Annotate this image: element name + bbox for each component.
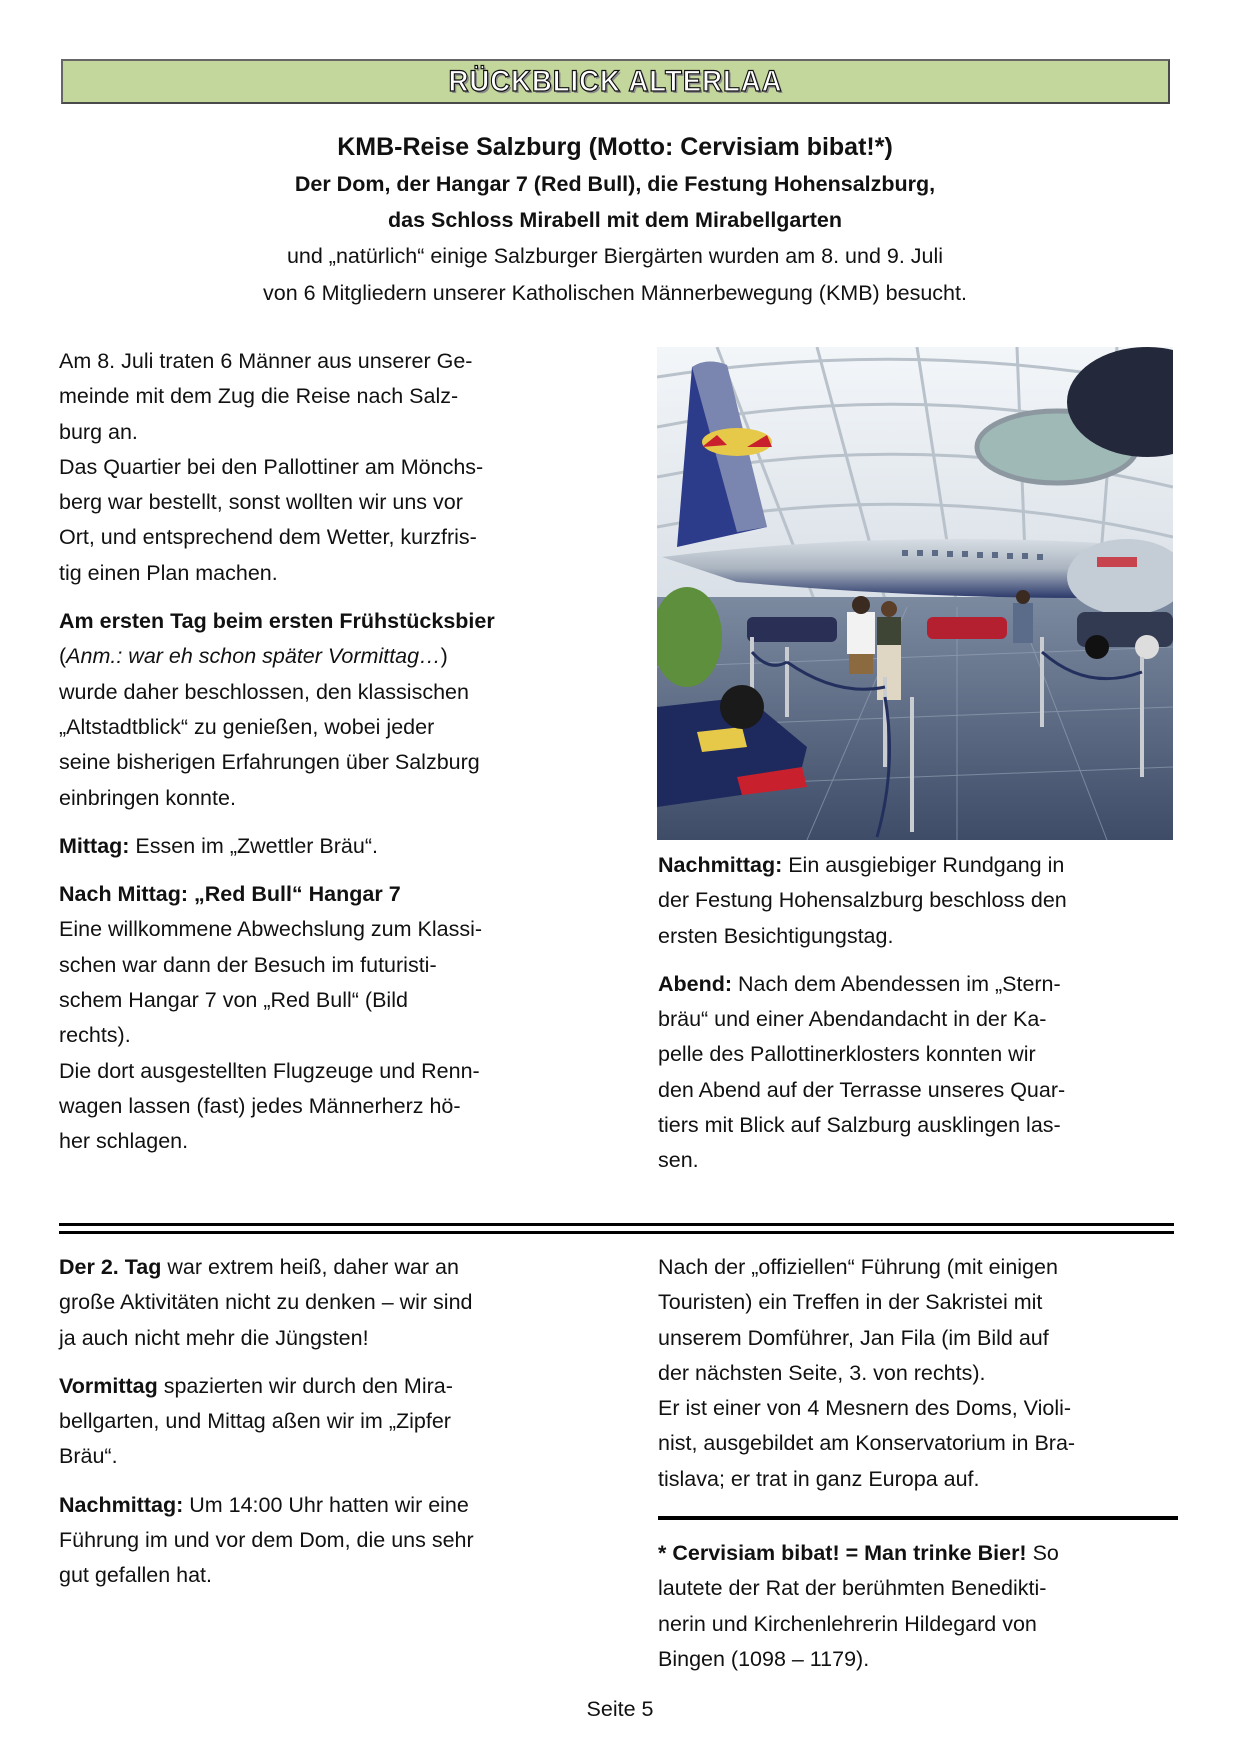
- paragraph-morning: [59, 1369, 619, 1475]
- text-line: wagen lassen (fast) jedes Männerherz hö-: [59, 1093, 461, 1118]
- page-number: Seite 5: [586, 1697, 654, 1721]
- text: Ein ausgiebiger Rundgang in: [782, 853, 1065, 877]
- divider-line-bottom: [59, 1231, 1174, 1234]
- section-banner: [61, 59, 1170, 104]
- text-line: Bräu“.: [59, 1444, 118, 1469]
- text-line: ersten Besichtigungstag.: [658, 923, 894, 948]
- paragraph-first-day: [59, 604, 619, 816]
- text-line: große Aktivitäten nicht zu denken – wir sind: [59, 1290, 473, 1315]
- text-line: tiers mit Blick auf Salzburg ausklingen las-: [658, 1113, 1061, 1138]
- paren: (: [59, 644, 67, 669]
- race-car: [927, 617, 1007, 639]
- text-line: einbringen konnte.: [59, 785, 236, 810]
- text-line: Führung im und vor dem Dom, die uns sehr: [59, 1528, 474, 1553]
- paragraph-sacristy: [658, 1250, 1178, 1497]
- label: Der 2. Tag: [59, 1255, 162, 1279]
- text: Nach dem Abendessen im „Stern-: [732, 971, 1061, 996]
- text-line: Touristen) ein Treffen in der Sakristei mit: [658, 1290, 1043, 1315]
- footnote-divider: [658, 1516, 1178, 1520]
- text-line: [59, 1369, 619, 1404]
- text-line: rechts).: [59, 1023, 131, 1048]
- text-line: seine bisherigen Erfahrungen über Salzburg: [59, 750, 480, 775]
- text-line: „Altstadtblick“ zu genießen, wobei jeder: [59, 714, 435, 739]
- text: Um 14:00 Uhr hatten wir eine: [183, 1492, 469, 1517]
- hangar7-illustration: [657, 347, 1173, 840]
- italic-note: Anm.: war eh schon später Vormittag…: [66, 644, 441, 669]
- label: Abend:: [658, 971, 733, 996]
- footnote: [658, 1536, 1178, 1690]
- text: Essen im „Zwettler Bräu“.: [129, 833, 378, 858]
- text-line: [59, 639, 619, 674]
- text-line: meinde mit dem Zug die Reise nach Salz-: [59, 384, 459, 409]
- paragraph-lunch: [59, 829, 619, 864]
- text-line: gut gefallen hat.: [59, 1563, 213, 1588]
- text-line: wurde daher beschlossen, den klassischen: [59, 679, 469, 704]
- text-line: tislava; er trat in ganz Europa auf.: [658, 1466, 980, 1491]
- text-line: den Abend auf der Terrasse unseres Quar-: [658, 1077, 1066, 1102]
- banner-title: RÜCKBLICK ALTERLAA: [448, 64, 783, 98]
- text-line: der Festung Hohensalzburg beschloss den: [658, 888, 1067, 913]
- text-line: burg an.: [59, 419, 138, 444]
- text-line: nist, ausgebildet am Konservatorium in Bra-: [658, 1431, 1076, 1456]
- paragraph-second-day: [59, 1250, 619, 1356]
- label: Nachmittag:: [658, 853, 783, 877]
- text-line: [658, 967, 1178, 1002]
- paragraph-heading: Nach Mittag: „Red Bull“ Hangar 7: [59, 882, 401, 907]
- text-line: berg war bestellt, sonst wollten wir uns vor: [59, 490, 463, 515]
- right-column-bottom: [658, 1250, 1178, 1510]
- paragraph-evening: [658, 967, 1178, 1179]
- text-line: [658, 848, 1178, 883]
- text-line: [658, 1536, 1178, 1571]
- hangar7-photo: [657, 347, 1173, 840]
- text-line: bellgarten, und Mittag aßen wir im „Zipfer: [59, 1409, 451, 1434]
- paragraph-heading: Am ersten Tag beim ersten Frühstücksbier: [59, 609, 495, 634]
- label: Nachmittag:: [59, 1492, 184, 1517]
- paragraph-arrival: [59, 344, 619, 591]
- label: Mittag:: [59, 833, 130, 858]
- text-line: Am 8. Juli traten 6 Männer aus unserer Ge-: [59, 349, 473, 373]
- article-subtitle-line-2: das Schloss Mirabell mit dem Mirabellgarten: [387, 208, 843, 232]
- text-line: pelle des Pallottinerklosters konnten wir: [658, 1042, 1036, 1067]
- text-line: Das Quartier bei den Pallottiner am Mönchs-: [59, 454, 484, 479]
- article-subtitle-line-1: Der Dom, der Hangar 7 (Red Bull), die Festung Hohensalzburg,: [294, 172, 936, 196]
- divider-line-top: [59, 1223, 1174, 1226]
- text-line: Nach der „offiziellen“ Führung (mit einigen: [658, 1255, 1058, 1279]
- text: war extrem heiß, daher war an: [161, 1255, 459, 1279]
- paragraph-afternoon: [658, 848, 1178, 954]
- text-line: Eine willkommene Abwechslung zum Klassi-: [59, 917, 483, 942]
- text-line: her schlagen.: [59, 1129, 189, 1154]
- footnote-paragraph: [658, 1536, 1178, 1677]
- article-intro: [60, 128, 1170, 312]
- text-line: tig einen Plan machen.: [59, 560, 278, 585]
- right-column-top: [658, 848, 1178, 1192]
- text-line: [59, 1250, 619, 1285]
- text-line: Die dort ausgestellten Flugzeuge und Renn-: [59, 1058, 480, 1083]
- article-lead-line-2: von 6 Mitgliedern unserer Katholischen Männerbewegung (KMB) besucht.: [263, 281, 967, 305]
- paragraph-afternoon-day2: [59, 1488, 619, 1594]
- text-line: bräu“ und einer Abendandacht in der Ka-: [658, 1007, 1047, 1032]
- left-column-top: [59, 344, 619, 1173]
- footnote-bold: * Cervisiam bibat! = Man trinke Bier!: [658, 1541, 1027, 1565]
- text-line: Er ist einer von 4 Mesnern des Doms, Violi-: [658, 1396, 1072, 1421]
- text-line: schen war dann der Besuch im futuristi-: [59, 952, 437, 977]
- paragraph-hangar7: [59, 877, 619, 1159]
- section-divider: [59, 1223, 1174, 1235]
- race-car: [747, 617, 837, 642]
- text-line: Ort, und entsprechend dem Wetter, kurzfris-: [59, 525, 477, 550]
- text-line: ja auch nicht mehr die Jüngsten!: [59, 1325, 369, 1350]
- left-column-bottom: [59, 1250, 619, 1607]
- text-line: der nächsten Seite, 3. von rechts).: [658, 1360, 986, 1385]
- text-line: Bingen (1098 – 1179).: [658, 1646, 870, 1671]
- article-lead-line-1: und „natürlich“ einige Salzburger Biergärten wurden am 8. und 9. Juli: [286, 244, 944, 268]
- text-line: lautete der Rat der berühmten Benedikti-: [658, 1576, 1047, 1601]
- text: spazierten wir durch den Mira-: [157, 1373, 453, 1398]
- label: Vormittag: [59, 1373, 158, 1398]
- text-line: unserem Domführer, Jan Fila (im Bild auf: [658, 1325, 1049, 1350]
- text-line: schem Hangar 7 von „Red Bull“ (Bild: [59, 988, 408, 1013]
- text: So: [1026, 1541, 1059, 1565]
- text-line: [59, 829, 619, 864]
- text-line: sen.: [658, 1148, 699, 1173]
- article-title: KMB-Reise Salzburg (Motto: Cervisiam bibat!*): [337, 133, 893, 161]
- paren: ): [440, 644, 448, 669]
- text-line: nerin und Kirchenlehrerin Hildegard von: [658, 1611, 1037, 1636]
- text-line: [59, 1488, 619, 1523]
